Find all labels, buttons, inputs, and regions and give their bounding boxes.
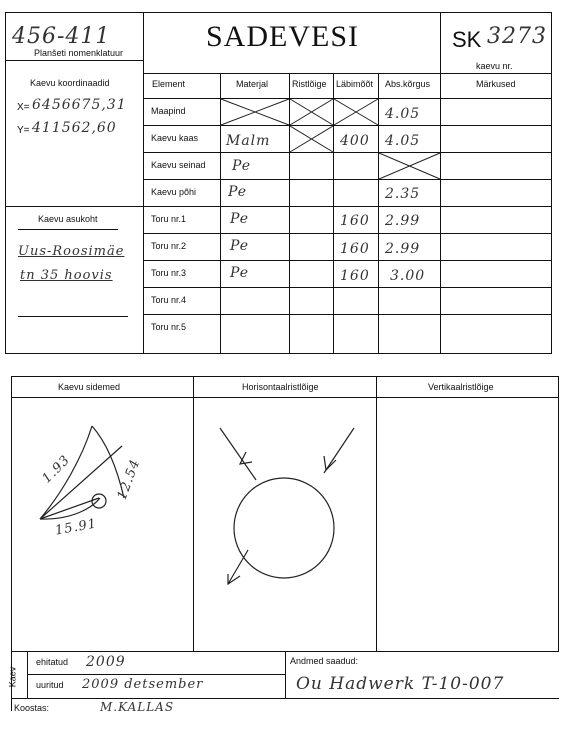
y-label: Y= <box>17 125 30 136</box>
material-pipe1: Pe <box>230 211 250 227</box>
section-horizontal: Horisontaalristlõige <box>242 382 319 392</box>
row-label-pipe2: Toru nr.2 <box>151 241 187 251</box>
tie-dim2: 12.54 <box>114 457 144 502</box>
row-label-pipe1: Toru nr.1 <box>151 214 187 224</box>
data-source-label: Andmed saadud: <box>290 656 359 666</box>
col-material: Materjal <box>236 79 269 89</box>
diameter-cover: 400 <box>340 133 370 149</box>
row-label-walls: Kaevu seinad <box>151 160 206 170</box>
surveyed-label: uuritud <box>36 680 64 690</box>
built-value: 2009 <box>86 654 126 670</box>
col-cross-section: Ristlõige <box>292 79 327 89</box>
ties-sketch <box>12 398 192 650</box>
material-pipe2: Pe <box>230 238 250 254</box>
col-elevation: Abs.kõrgus <box>385 79 431 89</box>
location-line2: tn 35 hoovis <box>20 268 113 283</box>
tie-dim3: 15.91 <box>54 516 99 539</box>
elev-bottom: 2.35 <box>385 186 421 202</box>
elev-ground: 4.05 <box>385 106 421 122</box>
tie-dim1: 1.93 <box>39 452 74 487</box>
col-notes: Märkused <box>476 79 516 89</box>
location-line1: Uus-Roosimäe <box>18 244 125 259</box>
elev-pipe2: 2.99 <box>385 241 421 257</box>
compiled-label: Koostas: <box>14 703 50 713</box>
row-label-bottom: Kaevu põhi <box>151 187 197 197</box>
well-number-label: kaevu nr. <box>476 61 513 71</box>
well-prefix: SK <box>452 27 482 52</box>
row-label-ground: Maapind <box>151 106 186 116</box>
surveyed-value: 2009 detsember <box>82 677 204 692</box>
material-cover: Malm <box>226 133 271 149</box>
y-value: 411562,60 <box>32 120 117 136</box>
material-pipe3: Pe <box>230 265 250 281</box>
elev-pipe3: 3.00 <box>390 268 426 284</box>
map-sheet-value: 456-411 <box>12 24 111 49</box>
elev-pipe1: 2.99 <box>385 213 421 229</box>
material-walls: Pe <box>232 158 252 174</box>
diameter-pipe3: 160 <box>340 268 370 284</box>
diameter-pipe2: 160 <box>340 241 370 257</box>
data-source-value: Ou Hadwerk T-10-007 <box>296 674 505 694</box>
side-label-well: Kaev <box>7 666 18 688</box>
map-sheet-label: Planšeti nomenklatuur <box>34 48 124 58</box>
x-label: X= <box>17 102 30 113</box>
row-label-pipe4: Toru nr.4 <box>151 295 187 305</box>
diameter-pipe1: 160 <box>340 213 370 229</box>
elev-cover: 4.05 <box>385 133 421 149</box>
built-label: ehitatud <box>36 657 69 667</box>
section-ties: Kaevu sidemed <box>58 382 121 392</box>
col-diameter: Läbimõõt <box>336 79 374 89</box>
section-vertical: Vertikaalristlõige <box>428 382 494 392</box>
col-element: Element <box>152 79 186 89</box>
crossed-cells <box>0 0 583 360</box>
row-label-cover: Kaevu kaas <box>151 133 199 143</box>
well-number: 3273 <box>487 24 547 49</box>
coords-heading: Kaevu koordinaadid <box>30 78 110 88</box>
material-bottom: Pe <box>228 184 248 200</box>
row-label-pipe3: Toru nr.3 <box>151 268 187 278</box>
row-label-pipe5: Toru nr.5 <box>151 322 187 332</box>
horizontal-section-sketch <box>194 398 376 650</box>
x-value: 6456675,31 <box>32 97 127 113</box>
location-heading: Kaevu asukoht <box>38 214 98 224</box>
page-title: SADEVESI <box>206 20 360 53</box>
compiled-value: M.KALLAS <box>100 700 175 714</box>
